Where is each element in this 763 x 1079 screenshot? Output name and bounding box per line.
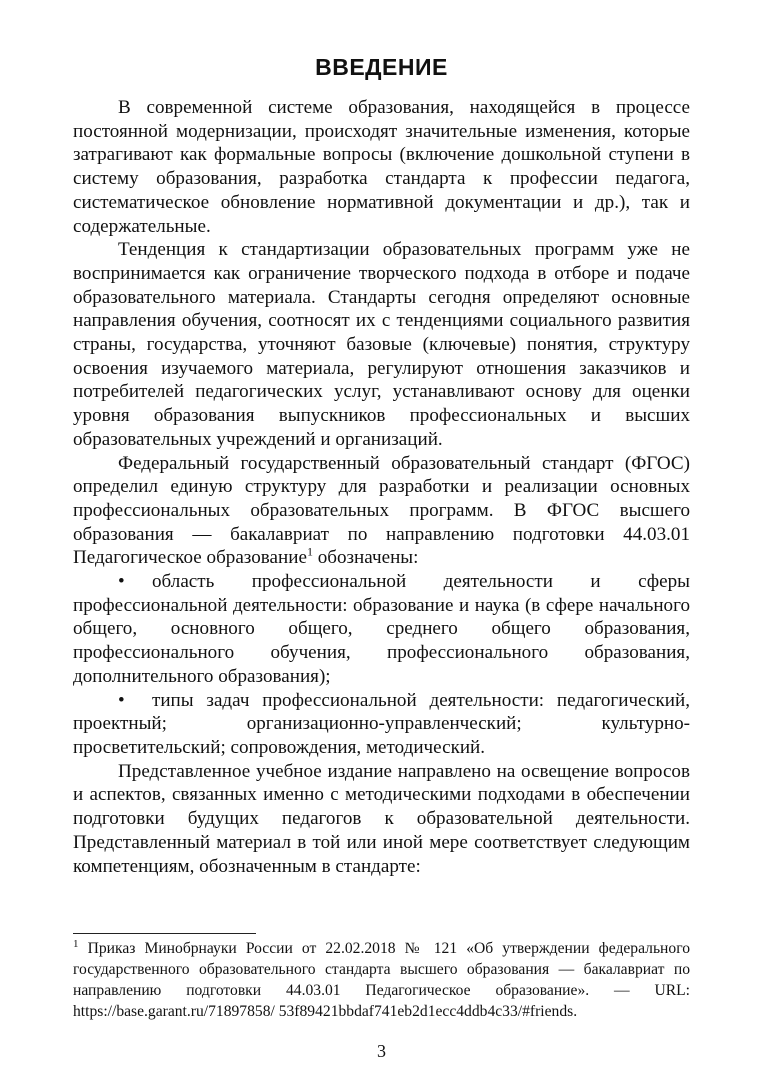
bullet-icon: • [118,571,125,593]
bullet-list [73,570,690,760]
paragraph-3 [73,452,690,571]
footnote [73,938,690,1022]
footnote-divider [73,933,256,934]
paragraph-3-tail: обозначены: [312,547,419,569]
footnote-text: Приказ Минобрнауки России от 22.02.2018 № 121 «Об утверждении федерального государственного образовательного стандарта высшего образования — бакалавриат по направлению подготовки 44.03.01 Педагогическое образование». — URL: https://base.garant.ru/71897858/ 53f89421bbdaf741eb2d1ecc4ddb4c33/#friends. [73,940,690,1020]
list-item-text: типы задач профессиональной деятельности: педагогический, проектный; организационно-управленческий; культурно-просветительский; сопровождения, методический. [73,689,690,758]
paragraph-2: Тенденция к стандартизации образовательных программ уже не воспринимается как ограничение творческого подхода в отборе и подаче образовательного материала. Стандарты сегодня определяют основные направления обучения, соотносят их с тенденциями социального развития страны, государства, уточняют базовые (ключевые) понятия, структуру освоения изучаемого материала, регулируют отношения заказчиков и потребителей педагогических услуг, устанавливают основу для оценки уровня образования выпускников профессиональных и высших образовательных учреждений и организаций. [73,239,690,450]
footnote-reference: 1 [306,545,313,559]
bullet-icon: • [118,689,125,711]
page-number: 3 [377,1041,386,1061]
paragraph-3-text: Федеральный государственный образовательный стандарт (ФГОС) определил единую структуру для разработки и реализации основных профессиональных образовательных программ. В ФГОС высшего образования — бакалавриат по направлению подготовки 44.03.01 Педагогическое образование [73,452,690,569]
list-item [73,689,690,760]
footnote-marker: 1 [73,937,79,950]
list-item [73,570,690,689]
page-title: ВВЕДЕНИЕ [315,54,448,80]
paragraph-4: Представленное учебное издание направлено на освещение вопросов и аспектов, связанных именно с методическими подходами в обеспечении подготовки будущих педагогов к образовательной деятельности. Представленный материал в той или иной мере соответствует следующим компетенциям, обозначенным в стандарте: [73,760,690,877]
paragraph-1: В современной системе образования, находящейся в процессе постоянной модернизации, происходят значительные изменения, которые затрагивают как формальные вопросы (включение дошкольной ступени в систему образования, разработка стандарта к профессии педагога, систематическое обновление нормативной документации и др.), так и содержательные. [73,97,690,237]
main-text [73,96,690,878]
list-item-text: область профессиональной деятельности и сферы профессиональной деятельности: образование и наука (в сфере начального общего, основного общего, среднего общего образования, профессионального обучения, профессионального образования, дополнительного образования); [73,571,690,687]
